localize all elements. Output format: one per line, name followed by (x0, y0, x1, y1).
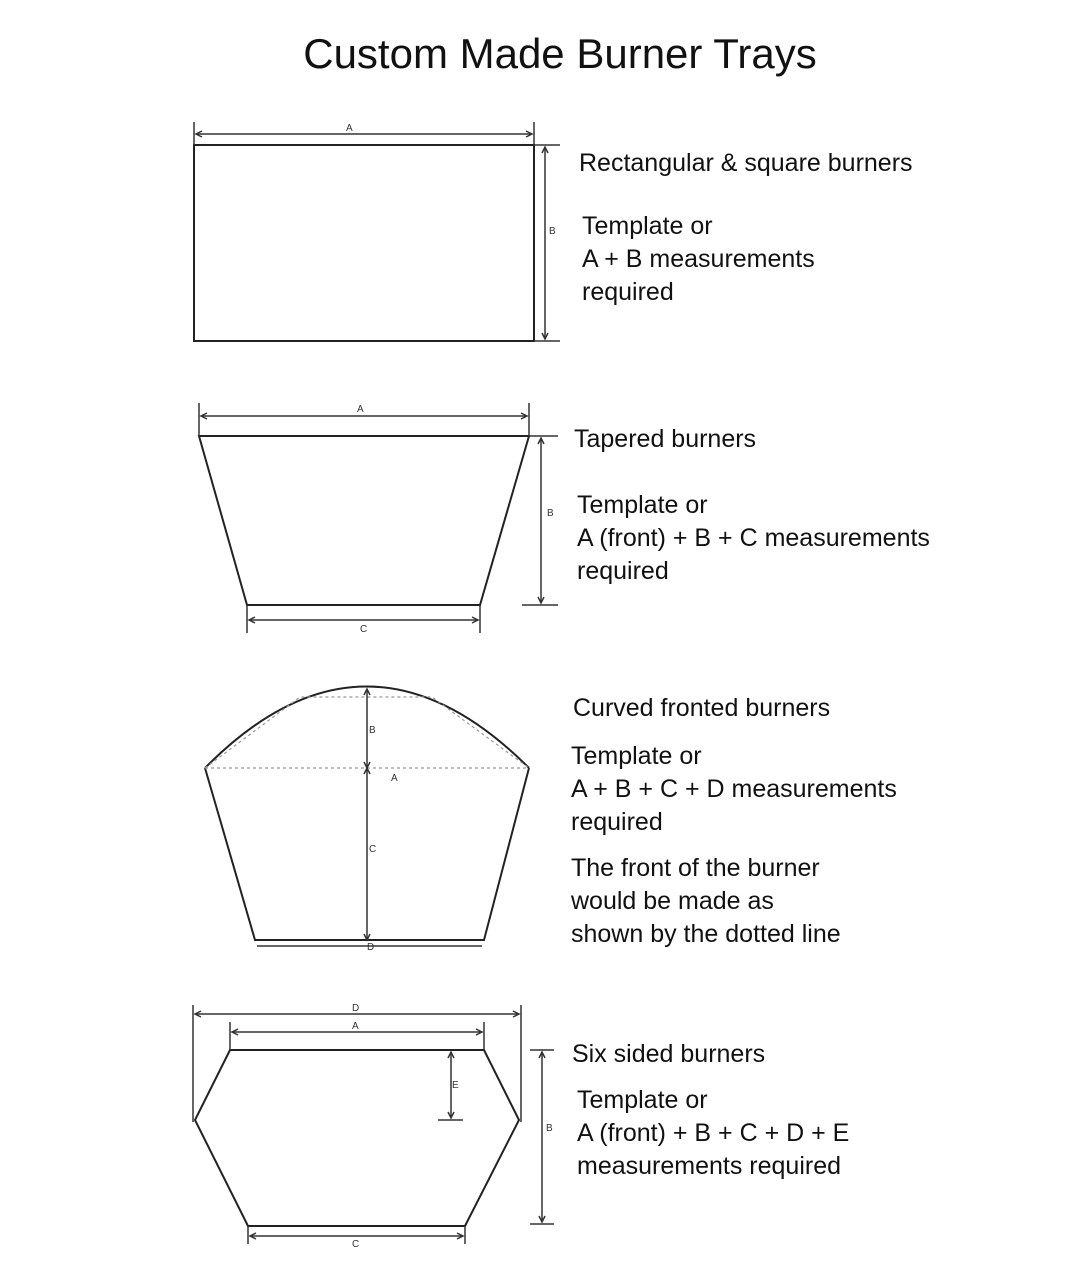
curved-note (571, 852, 841, 951)
curved-diagram (205, 687, 529, 954)
requirement-line: Template or (577, 491, 708, 519)
tapered-label-c: C (360, 624, 368, 635)
six-label-c: C (352, 1239, 360, 1250)
requirement-line: required (582, 278, 674, 306)
six-label-e: E (452, 1080, 459, 1091)
rectangular-heading: Rectangular & square burners (579, 149, 913, 177)
rect-label-a: A (346, 123, 353, 134)
note-line: shown by the dotted line (571, 920, 841, 948)
requirement-line: Template or (577, 1086, 708, 1114)
rectangular-diagram (194, 122, 560, 341)
curved-heading: Curved fronted burners (573, 694, 831, 722)
rect-label-b: B (549, 226, 556, 237)
curved-label-c: C (369, 844, 377, 855)
six-label-a: A (352, 1021, 359, 1032)
curved-label-b: B (369, 725, 376, 736)
requirement-line: required (577, 557, 669, 585)
curved-requirements (571, 740, 897, 839)
page-title: Custom Made Burner Trays (303, 30, 817, 77)
rectangular-requirements (582, 210, 815, 309)
six-label-b: B (546, 1123, 553, 1134)
tapered-shape (199, 436, 529, 605)
requirement-line: A + B measurements (582, 245, 815, 273)
note-line: The front of the burner (571, 854, 820, 882)
six-sided-heading: Six sided burners (572, 1040, 766, 1068)
six-label-d: D (352, 1003, 360, 1014)
tapered-heading: Tapered burners (574, 425, 757, 453)
requirement-line: measurements required (577, 1152, 842, 1180)
requirement-line: Template or (571, 742, 702, 770)
tapered-label-b: B (547, 508, 554, 519)
tapered-requirements (577, 489, 930, 588)
note-line: would be made as (571, 887, 774, 915)
requirement-line: A (front) + B + C + D + E (577, 1119, 850, 1147)
six-sided-requirements (577, 1084, 849, 1183)
tapered-diagram (199, 403, 558, 635)
rectangular-shape (194, 145, 534, 341)
requirement-line: Template or (582, 212, 713, 240)
six-sided-diagram (193, 1003, 554, 1250)
requirement-line: A (front) + B + C measurements (577, 524, 930, 552)
requirement-line: A + B + C + D measurements (571, 775, 897, 803)
tapered-label-a: A (357, 404, 364, 415)
requirement-line: required (571, 808, 663, 836)
curved-label-d: D (367, 942, 375, 953)
curved-label-a: A (391, 773, 398, 784)
six-sided-shape (195, 1050, 519, 1226)
